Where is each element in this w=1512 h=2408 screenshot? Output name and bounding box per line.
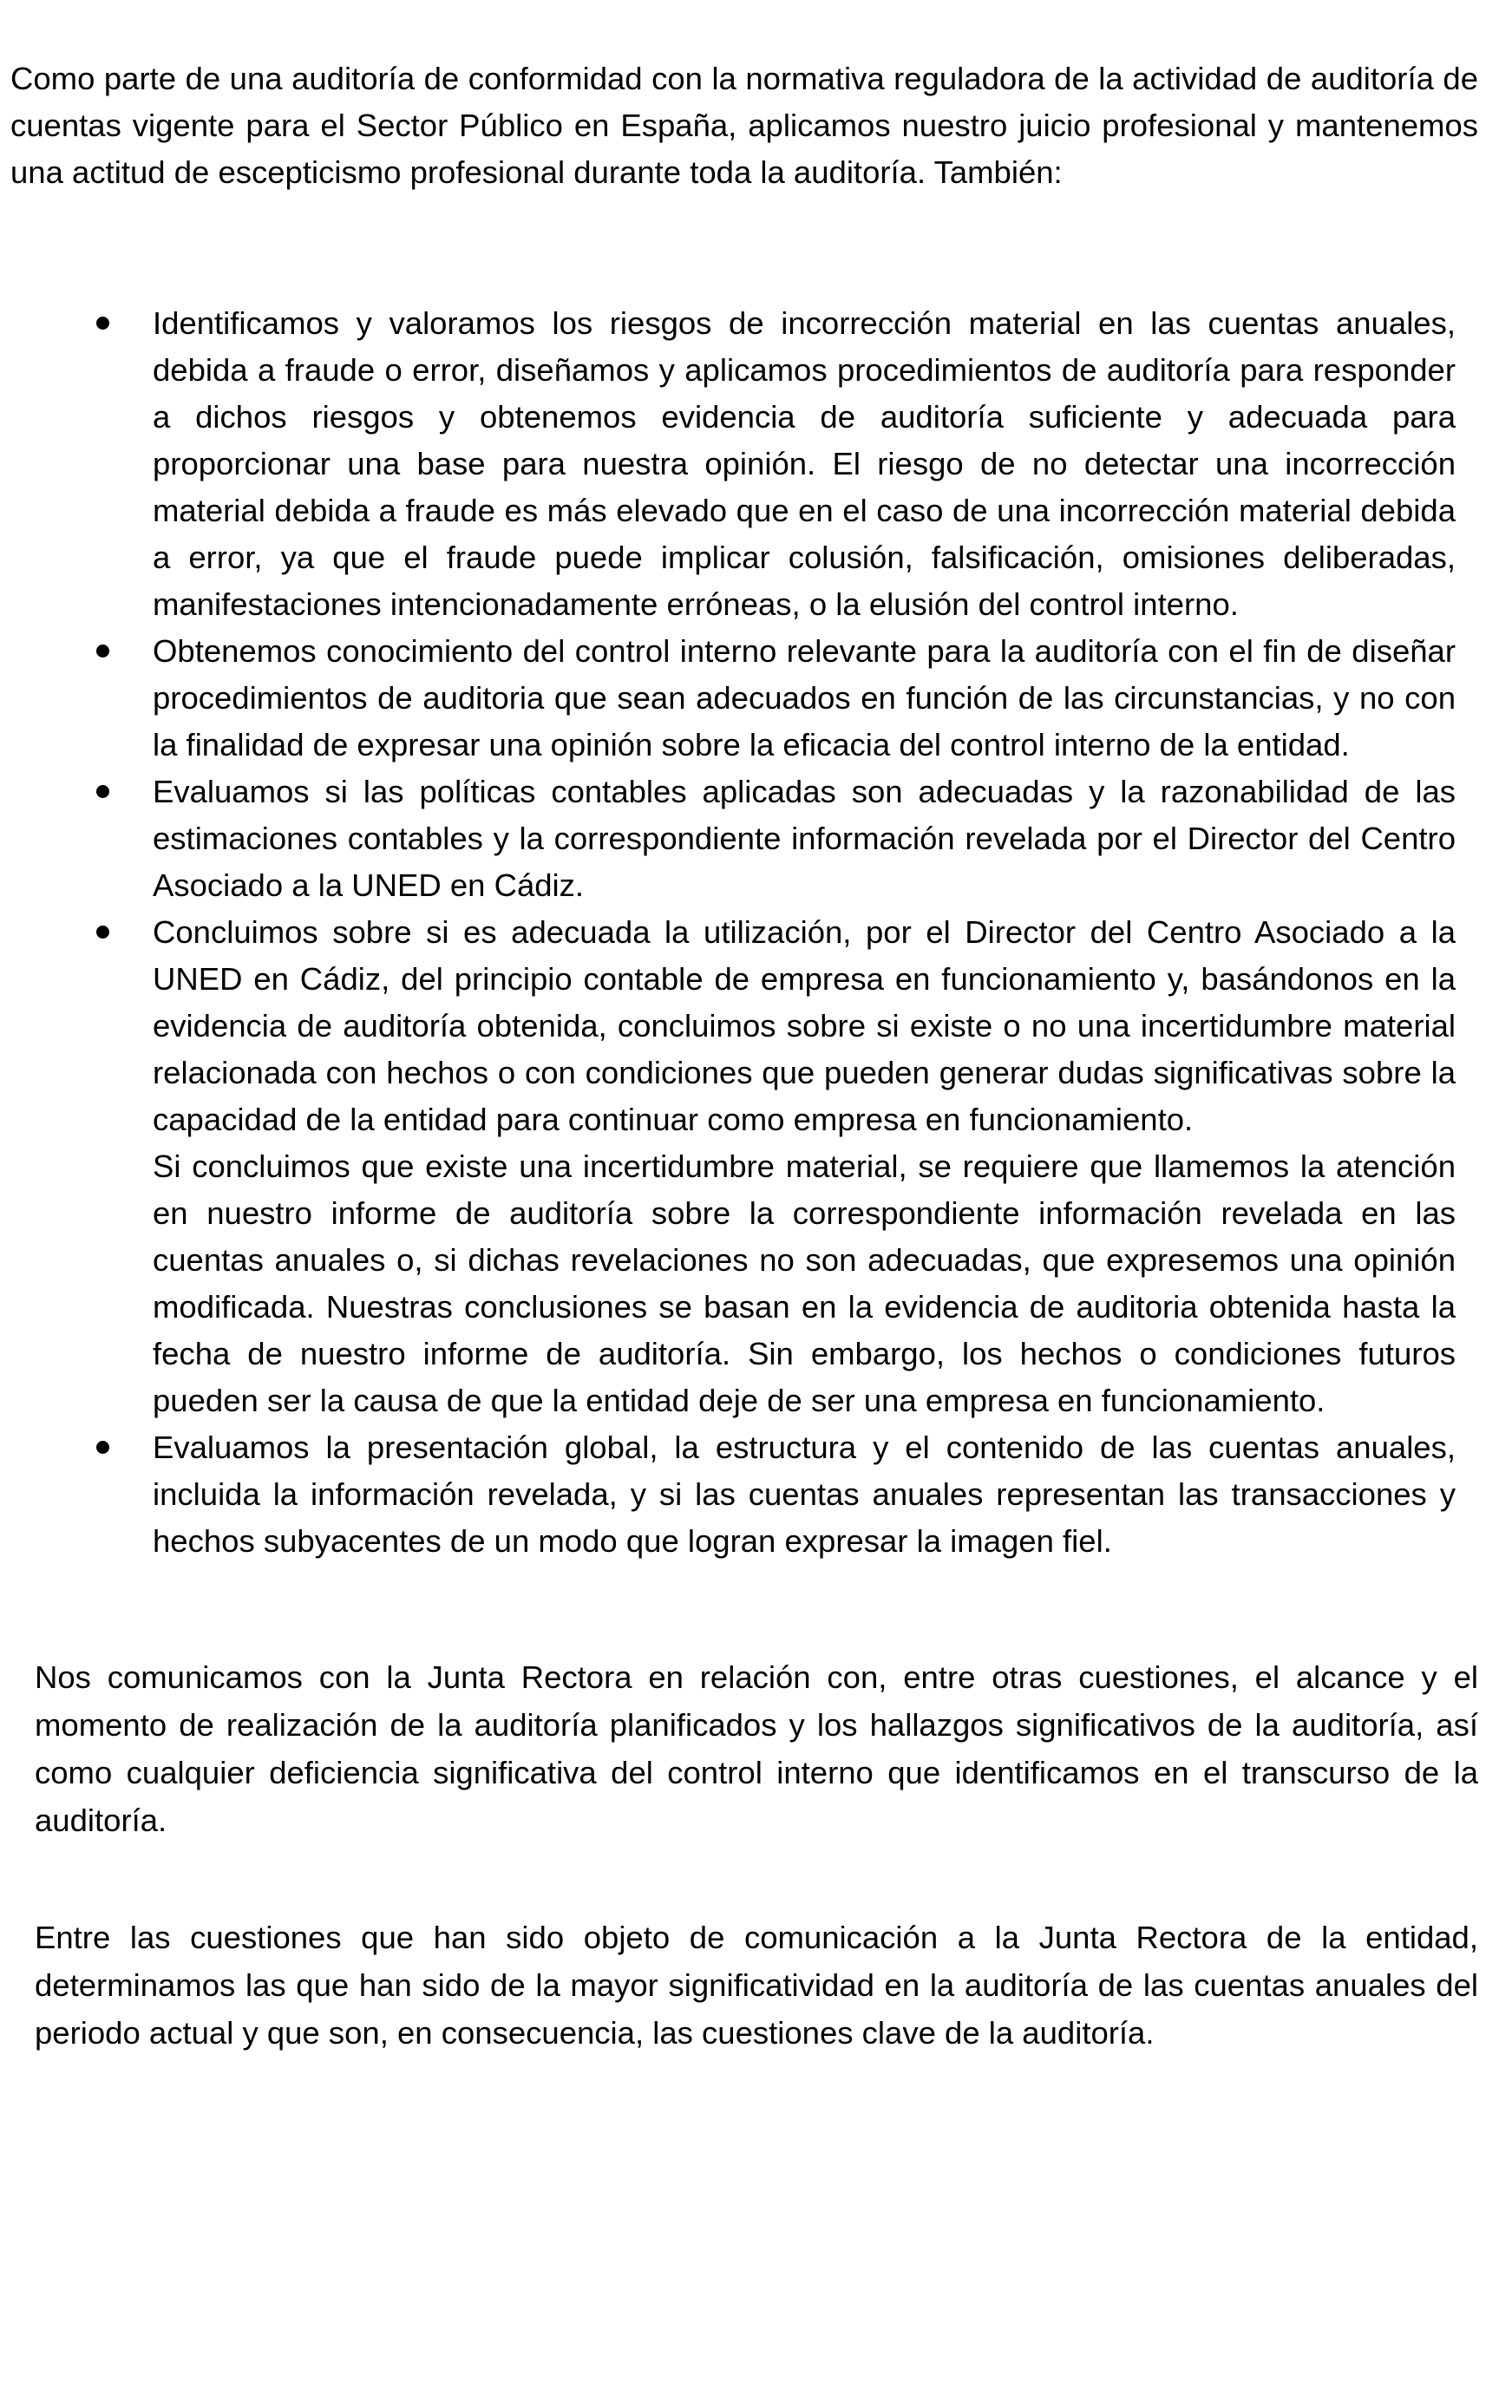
bullet-item-going-concern xyxy=(0,909,1512,1424)
bullet-icon xyxy=(96,317,109,330)
bullet-text: Evaluamos si las políticas contables aplicadas son adecuadas y la razonabilidad de las estimaciones contables y la correspondiente información revelada por el Director del Centro Asociado a la UNED en Cádiz. xyxy=(153,774,1456,903)
bullet-icon xyxy=(96,1441,109,1454)
bullet-item-accounting-policies xyxy=(0,769,1512,909)
bullet-text: Concluimos sobre si es adecuada la utilización, por el Director del Centro Asociado a la UNED en Cádiz, del principio contable de empresa en funcionamiento y, basándonos en la evidencia de auditoría obtenida, concluimos sobre si existe o no una incertidumbre material relacionada con hechos o con condiciones que pueden generar dudas significativas sobre la capacidad de la entidad para continuar como empresa en funcionamiento. xyxy=(153,914,1456,1137)
bullet-text: Evaluamos la presentación global, la estructura y el contenido de las cuentas anuales, incluida la información revelada, y si las cuentas anuales representan las transacciones y hechos subyacentes de un modo que logran expresar la imagen fiel. xyxy=(153,1430,1456,1559)
closing-paragraph-key-matters: Entre las cuestiones que han sido objeto de comunicación a la Junta Rectora de la entidad, determinamos las que han sido de la mayor significatividad en la auditoría de las cuentas anuales del periodo actual y que son, en consecuencia, las cuestiones clave de la auditoría. xyxy=(35,1920,1478,2051)
bullet-icon xyxy=(96,645,109,658)
bullet-icon xyxy=(96,926,109,939)
bullet-icon xyxy=(96,785,109,798)
bullet-text: Obtenemos conocimiento del control interno relevante para la auditoría con el fin de diseñar procedimientos de auditoria que sean adecuados en función de las circunstancias, y no con la finalidad de expresar una opinión sobre la eficacia del control interno de la entidad. xyxy=(153,633,1456,762)
bullet-item-internal-control xyxy=(0,628,1512,769)
intro-paragraph: Como parte de una auditoría de conformidad con la normativa reguladora de la actividad de auditoría de cuentas vigente para el Sector Público en España, aplicamos nuestro juicio profesional y mantenemos una actitud de escepticismo profesional durante toda la auditoría. También: xyxy=(10,61,1478,190)
bullet-continuation-text: Si concluimos que existe una incertidumbre material, se requiere que llamemos la atención en nuestro informe de auditoría sobre la correspondiente información revelada en las cuentas anuales o, si dichas revelaciones no son adecuadas, que expresemos una opinión modificada. Nuestras conclusiones se basan en la evidencia de auditoria obtenida hasta la fecha de nuestro informe de auditoría. Sin embargo, los hechos o condiciones futuros pueden ser la causa de que la entidad deje de ser una empresa en funcionamiento. xyxy=(153,1148,1456,1418)
closing-paragraph-communication: Nos comunicamos con la Junta Rectora en relación con, entre otras cuestiones, el alcance y el momento de realización de la auditoría planificados y los hallazgos significativos de la auditoría, así como cualquier deficiencia significativa del control interno que identificamos en el transcurso de la auditoría. xyxy=(35,1659,1478,1838)
bullet-item-risk-assessment xyxy=(0,300,1512,628)
bullet-list xyxy=(0,300,1512,1565)
bullet-text: Identificamos y valoramos los riesgos de incorrección material en las cuentas anuales, debida a fraude o error, diseñamos y aplicamos procedimientos de auditoría para responder a dichos riesgos y obtenemos evidencia de auditoría suficiente y adecuada para proporcionar una base para nuestra opinión. El riesgo de no detectar una incorrección material debida a fraude es más elevado que en el caso de una incorrección material debida a error, ya que el fraude puede implicar colusión, falsificación, omisiones deliberadas, manifestaciones intencionadamente erróneas, o la elusión del control interno. xyxy=(153,305,1456,622)
bullet-item-overall-presentation xyxy=(0,1424,1512,1565)
